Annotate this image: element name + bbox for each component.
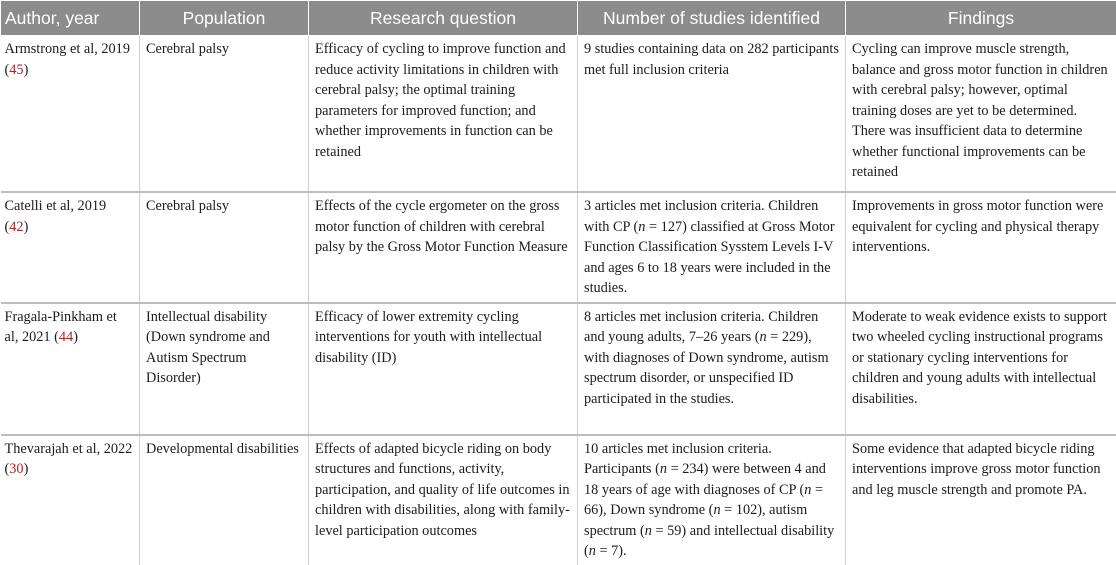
- findings-cell: Improvements in gross motor function were equivalent for cycling and physical therapy interventions.: [846, 192, 1116, 303]
- table-row: [1, 192, 1116, 303]
- population-cell: Cerebral palsy: [140, 192, 309, 303]
- header-population: Population: [140, 1, 309, 36]
- reference-link[interactable]: 45: [9, 61, 24, 78]
- header-row: [1, 1, 1116, 36]
- question-cell: Efficacy of cycling to improve function and reduce activity limitations in children with cerebral palsy; the optimal training parameters for improved function; and whether improvements in function can be retained: [309, 36, 578, 193]
- header-research-question: Research question: [309, 1, 578, 36]
- reference-link[interactable]: 44: [58, 329, 74, 345]
- population-cell: Cerebral palsy: [140, 36, 309, 193]
- question-cell: Effects of the cycle ergometer on the gross motor function of children with cerebral palsy by the Gross Motor Function Measure: [309, 192, 578, 303]
- population-cell: Intellectual disability (Down syndrome and Autism Spectrum Disorder): [140, 303, 309, 435]
- studies-cell: 3 articles met inclusion criteria. Children with CP (n = 127) classified at Gross Motor Function Classification Sysstem Levels I-V and ages 6 to 18 years were included in the studies.: [578, 192, 846, 303]
- author-cell: Fragala-Pinkham et al, 2021 (44): [1, 303, 140, 435]
- reference-link[interactable]: 42: [9, 218, 24, 235]
- author-cell: Armstrong et al, 2019 (45): [1, 36, 140, 193]
- author-cell: Thevarajah et al, 2022 (30): [1, 435, 140, 565]
- population-cell: Developmental disabilities: [140, 435, 309, 565]
- table-row: [1, 435, 1116, 565]
- findings-cell: Some evidence that adapted bicycle riding interventions improve gross motor function and leg muscle strength and promote PA.: [846, 435, 1116, 565]
- header-author-year: Author, year: [1, 1, 140, 36]
- question-cell: Efficacy of lower extremity cycling interventions for youth with intellectual disability (ID): [309, 303, 578, 435]
- studies-cell: 10 articles met inclusion criteria. Participants (n = 234) were between 4 and 18 years of age with diagnoses of CP (n = 66), Down syndrome (n = 102), autism spectrum (n = 59) and intellectual disability (n = 7).: [578, 435, 846, 565]
- studies-cell: 8 articles met inclusion criteria. Children and young adults, 7–26 years (n = 229), with diagnoses of Down syndrome, autism spectrum disorder, or unspecified ID participated in the studies.: [578, 303, 846, 435]
- table-row: [1, 303, 1116, 435]
- question-cell: Effects of adapted bicycle riding on body structures and functions, activity, participation, and quality of life outcomes in children with disabilities, along with family-level participation outcomes: [309, 435, 578, 565]
- author-cell: Catelli et al, 2019 (42): [1, 192, 140, 303]
- studies-cell: 9 studies containing data on 282 participants met full inclusion criteria: [578, 36, 846, 193]
- findings-cell: Cycling can improve muscle strength, balance and gross motor function in children with cerebral palsy; however, optimal training doses are yet to be determined. There was insufficient data to determine whether functional improvements can be retained: [846, 36, 1116, 193]
- header-findings: Findings: [846, 1, 1116, 36]
- findings-cell: Moderate to weak evidence exists to support two wheeled cycling instructional programs or stationary cycling interventions for children and young adults with intellectual disabilities.: [846, 303, 1116, 435]
- reference-link[interactable]: 30: [9, 461, 24, 477]
- header-number-of-studies: Number of studies identified: [578, 1, 846, 36]
- table-row: [1, 36, 1116, 193]
